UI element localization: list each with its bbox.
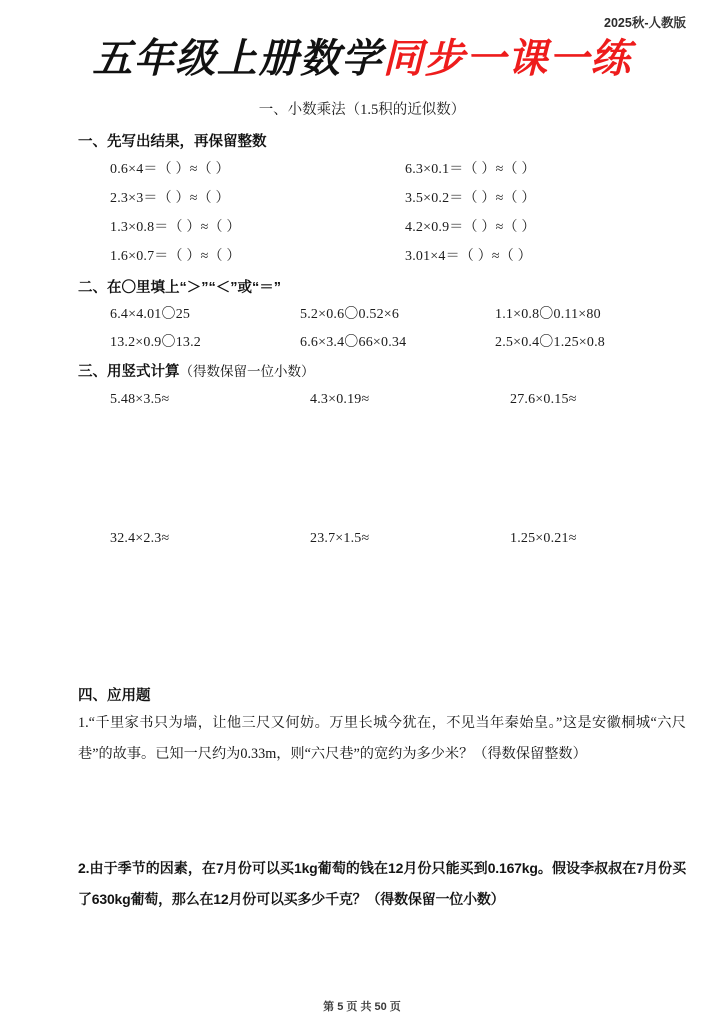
- word-problem-item: 2.由于季节的因素，在7月份可以买1kg葡萄的钱在12月份只能买到0.167kg。假设李叔叔在7月份买了630kg葡萄，那么在12月份可以买多少千克？（得数保留一位小数）: [78, 860, 686, 907]
- exercise-item: 1.3×0.8＝（ ）≈（ ）: [110, 220, 241, 235]
- page-title: [0, 38, 724, 80]
- vertical-calc-item: 32.4×2.3≈: [110, 531, 170, 546]
- exercise-item: 2.3×3＝（ ）≈（ ）: [110, 191, 230, 206]
- exercise-item: 6.3×0.1＝（ ）≈（ ）: [405, 162, 536, 177]
- work-area-row-one: [78, 412, 686, 530]
- section-four-heading-text: 四、应用题: [78, 688, 151, 704]
- vertical-calc-item: 23.7×1.5≈: [310, 531, 370, 546]
- section-two-heading-text: 二、在〇里填上“＞”“＜”或“＝”: [78, 280, 281, 296]
- work-area-problem-two: [78, 918, 686, 990]
- title-red-part: 同步一课一练: [382, 36, 632, 81]
- unit-subtitle: 一、小数乘法（1.5积的近似数）: [258, 102, 466, 118]
- vertical-calc-item: 5.48×3.5≈: [110, 392, 170, 407]
- vertical-calc-item: 1.25×0.21≈: [510, 531, 577, 546]
- compare-item: 5.2×0.6〇0.52×6: [300, 307, 400, 322]
- title-black-part: 五年级上册数学: [92, 36, 383, 81]
- work-area-problem-one: [78, 800, 686, 852]
- exercise-item: 4.2×0.9＝（ ）≈（ ）: [405, 220, 536, 235]
- work-area-row-two: [78, 551, 686, 679]
- compare-item: 2.5×0.4〇1.25×0.8: [495, 335, 605, 350]
- section-one-heading-text: 一、先写出结果，再保留整数: [78, 134, 267, 150]
- compare-item: 6.4×4.01〇25: [110, 307, 191, 322]
- vertical-calc-item: 27.6×0.15≈: [510, 392, 577, 407]
- exercise-item: 1.6×0.7＝（ ）≈（ ）: [110, 249, 241, 264]
- section-heading-four: [78, 684, 151, 705]
- section-three-qualifier: （得数保留一位小数）: [179, 364, 315, 379]
- section-three-heading-text: 三、用竖式计算: [78, 364, 180, 380]
- page-footer: 第 5 页 共 50 页: [323, 1001, 401, 1013]
- edition-label: 2025秋-人教版: [604, 16, 686, 30]
- exercise-item: 3.01×4＝（ ）≈（ ）: [405, 249, 532, 264]
- compare-item: 1.1×0.8〇0.11×80: [495, 307, 601, 322]
- section-heading-three: [78, 360, 315, 381]
- section-heading-two: [78, 276, 281, 297]
- exercise-item: 0.6×4＝（ ）≈（ ）: [110, 162, 230, 177]
- compare-item: 6.6×3.4〇66×0.34: [300, 335, 407, 350]
- compare-item: 13.2×0.9〇13.2: [110, 335, 201, 350]
- section-heading-one: [78, 130, 267, 151]
- word-problem-item: 1.“千里家书只为墙，让他三尺又何妨。万里长城今犹在，不见当年秦始皇。”这是安徽桐城“六尺巷”的故事。已知一尺约为0.33m，则“六尺巷”的宽约为多少米？（得数保留整数）: [78, 715, 686, 762]
- vertical-calc-item: 4.3×0.19≈: [310, 392, 370, 407]
- exercise-item: 3.5×0.2＝（ ）≈（ ）: [405, 191, 536, 206]
